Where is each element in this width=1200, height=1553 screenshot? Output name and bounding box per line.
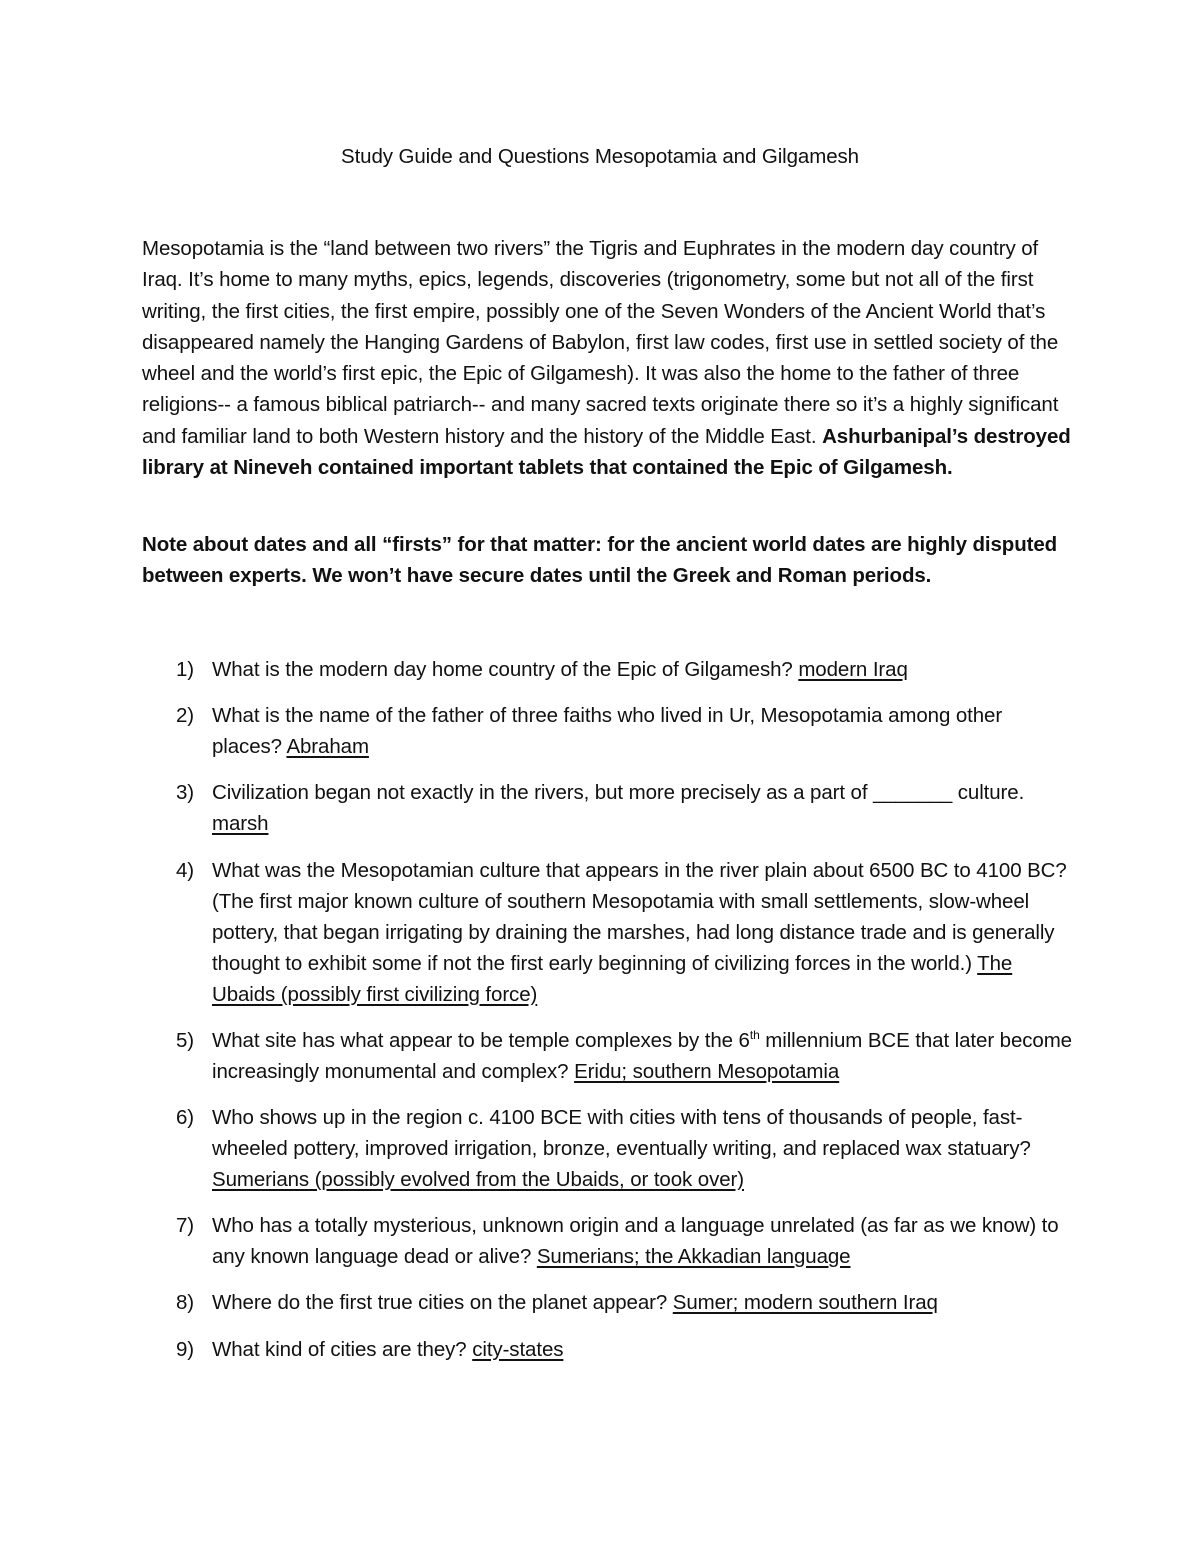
question-number: 4) <box>176 858 195 882</box>
question-answer: The Ubaids (possibly first civilizing force) <box>212 951 1013 1006</box>
question-item <box>142 777 1072 839</box>
question-list <box>142 654 1072 1380</box>
question-number: 9) <box>176 1337 195 1361</box>
question-answer: city-states <box>472 1337 564 1361</box>
question-answer: Abraham <box>286 735 369 759</box>
intro-paragraph <box>142 233 1072 483</box>
superscript-ordinal: th <box>749 1027 760 1042</box>
question-text: What is the name of the father of three faiths who lived in Ur, Mesopotamia among other places? <box>212 704 1003 759</box>
question-text-continued: millennium BCE that later become increasingly monumental and complex? <box>212 1028 1072 1083</box>
question-text: What kind of cities are they? <box>212 1337 473 1361</box>
question-answer: Sumer; modern southern Iraq <box>672 1291 938 1315</box>
question-answer: Sumerians (possibly evolved from the Ubaids, or took over) <box>212 1167 744 1191</box>
question-answer: Sumerians; the Akkadian language <box>536 1245 851 1269</box>
question-text: What is the modern day home country of the Epic of Gilgamesh? <box>212 658 799 681</box>
question-item <box>142 855 1072 1010</box>
question-item <box>142 1025 1072 1087</box>
question-text: Where do the first true cities on the planet appear? <box>212 1291 673 1315</box>
question-text: Civilization began not exactly in the rivers, but more precisely as a part of _______ culture. <box>212 781 1025 805</box>
question-item <box>142 1287 1072 1318</box>
question-number: 1) <box>176 658 195 681</box>
intro-bold-text: Ashurbanipal’s destroyed library at Nineveh contained important tablets that contained the Epic of Gilgamesh. <box>142 424 1071 480</box>
question-text: What site has what appear to be temple complexes by the 6 <box>212 1028 750 1052</box>
question-number: 3) <box>176 781 195 805</box>
question-text: Who shows up in the region c. 4100 BCE with cities with tens of thousands of people, fast-wheeled pottery, improved irrigation, bronze, eventually writing, and replaced wax statuary? <box>212 1105 1031 1160</box>
question-item <box>142 1334 1072 1365</box>
question-number: 8) <box>176 1291 195 1315</box>
question-answer: Eridu; southern Mesopotamia <box>574 1059 840 1083</box>
question-number: 7) <box>176 1214 195 1238</box>
page-title: Study Guide and Questions Mesopotamia and Gilgamesh <box>341 145 859 168</box>
dates-note: Note about dates and all “firsts” for that matter: for the ancient world dates are highly disputed between experts. We won’t have secure dates until the Greek and Roman periods. <box>142 533 1058 588</box>
question-number: 2) <box>176 704 195 728</box>
question-answer: modern Iraq <box>798 658 908 681</box>
question-text: Who has a totally mysterious, unknown origin and a language unrelated (as far as we know) to any known language dead or alive? <box>212 1214 1059 1269</box>
intro-text: Mesopotamia is the “land between two rivers” the Tigris and Euphrates in the modern day country of Iraq. It’s home to many myths, epics, legends, discoveries (trigonometry, some but not all of the first writing, the first cities, the first empire, possibly one of the Seven Wonders of the Ancient World that’s disappeared namely the Hanging Gardens of Babylon, first law codes, first use in settled society of the wheel and the world’s first epic, the Epic of Gilgamesh). It was also the home to the father of three religions-- a famous biblical patriarch-- and many sacred texts originate there so it’s a highly significant and familiar land to both Western history and the history of the Middle East. <box>142 237 1059 448</box>
question-item <box>142 700 1072 762</box>
question-number: 6) <box>176 1105 195 1129</box>
question-number: 5) <box>176 1028 195 1052</box>
question-item <box>142 1210 1072 1272</box>
question-text: What was the Mesopotamian culture that appears in the river plain about 6500 BC to 4100 BC? (The first major known culture of southern Mesopotamia with small settlements, slow-wheel pottery, that began irrigating by draining the marshes, had long distance trade and is generally thought to exhibit some if not the first early beginning of civilizing forces in the world.) <box>212 858 1067 975</box>
question-answer: marsh <box>212 812 269 836</box>
question-item <box>142 654 1072 685</box>
question-item <box>142 1102 1072 1195</box>
